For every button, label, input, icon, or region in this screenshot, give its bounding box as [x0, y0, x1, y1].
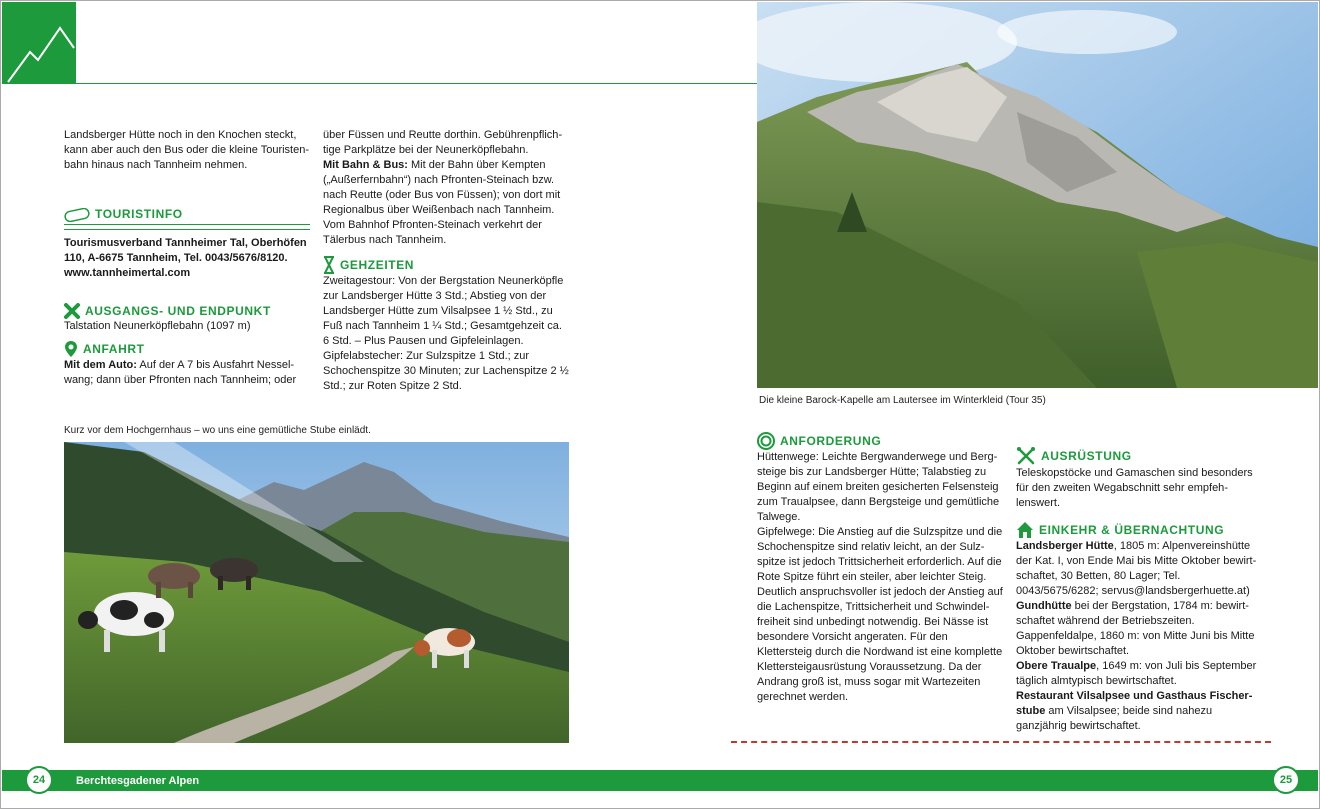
mountain-logo-icon — [2, 2, 76, 84]
right-column-1 — [757, 432, 1003, 705]
einkehr-entry-2-name: Gundhütte — [1016, 600, 1072, 612]
ausruestung-text: Teleskopstöcke und Gamaschen sind besonders für den zweiten Wegabschnitt sehr empfehlenswert. — [1016, 467, 1253, 509]
gehzeiten-text-2: Gipfelabstecher: Zur Sulzspitze 1 Std.; zur Schochenspitze 30 Minuten; zur Lachenspitze 2 ½ Std.; zur Roten Spitze 2 Std. — [323, 350, 569, 392]
einkehr-entry-2 — [1016, 599, 1262, 629]
einkehr-heading-label: EINKEHR & ÜBERNACHTUNG — [1039, 522, 1225, 537]
footer-bar — [2, 770, 1318, 791]
ausgangs-text: Talstation Neunerköpflebahn (1097 m) — [64, 320, 251, 332]
einkehr-heading — [1016, 521, 1262, 539]
house-icon — [1016, 521, 1034, 539]
cows-meadow-photo — [64, 442, 569, 743]
gehzeiten-heading-label: GEHZEITEN — [340, 257, 415, 272]
ausgangs-heading — [64, 303, 310, 319]
einkehr-entry-2-text: bei der Bergstation, 1784 m: bewirtschaftet während der Betriebszeiten. — [1016, 600, 1249, 627]
footer-title: Berchtesgadener Alpen — [76, 775, 200, 787]
einkehr-entry-5-name: Restaurant Vilsalpsee und Gasthaus Fischerstube — [1016, 690, 1253, 717]
anfahrt-heading — [64, 340, 310, 358]
location-pin-icon — [64, 340, 78, 358]
einkehr-entry-4-text: , 1649 m: von Juli bis September täglich almtypisch bewirtschaftet. — [1016, 660, 1257, 687]
anfahrt-text — [64, 358, 310, 388]
dashed-divider — [731, 741, 1271, 743]
touristinfo-rule-top — [64, 224, 310, 225]
touristinfo-website: www.tannheimertal.com — [64, 267, 191, 279]
anfahrt-continued: über Füssen und Reutte dorthin. Gebührenpflichtige Parkplätze bei der Neunerköpflebahn. — [323, 129, 563, 156]
gehzeiten-text-1: Zweitagestour: Von der Bergstation Neunerköpfle zur Landsberger Hütte 3 Std.; Abstieg von der Landsberger Hütte zum Vilsalpsee 1 ½ Std., zu Fuß nach Tannheim 1 ¼ Std.; Gesamtgehzeit ca. 6 Std. – Plus Pausen und Gipfeleinlagen. — [323, 275, 564, 347]
ausruestung-heading-label: AUSRÜSTUNG — [1041, 448, 1132, 463]
bahn-label: Mit Bahn & Bus: — [323, 159, 408, 171]
cross-icon — [64, 303, 80, 319]
mountain-image — [757, 2, 1318, 388]
gehzeiten-heading — [323, 256, 569, 274]
einkehr-entry-4 — [1016, 659, 1262, 689]
anfahrt-body: Auf der A 7 bis Ausfahrt Nesselwang; dann über Pfronten nach Tannheim; oder — [64, 359, 297, 386]
einkehr-entry-5-text: am Vilsalpsee; beide sind nahezu ganzjährig bewirtschaftet. — [1016, 705, 1213, 732]
anfahrt-heading-label: ANFAHRT — [83, 341, 145, 356]
einkehr-entry-1 — [1016, 539, 1262, 599]
right-photo-caption: Die kleine Barock-Kapelle am Lautersee im Winterkleid (Tour 35) — [759, 395, 1046, 406]
bahn-text — [323, 158, 569, 248]
ticket-icon — [64, 208, 90, 222]
left-column-1 — [64, 128, 310, 388]
touristinfo-address: Tourismusverband Tannheimer Tal, Oberhöfen 110, A-6675 Tannheim, Tel. 0043/5676/8120. — [64, 237, 307, 264]
crossed-tools-icon — [1016, 446, 1036, 466]
einkehr-entry-4-name: Obere Traualpe — [1016, 660, 1097, 672]
left-photo-caption: Kurz vor dem Hochgernhaus – wo uns eine gemütliche Stube einlädt. — [64, 425, 371, 436]
intro-text: Landsberger Hütte noch in den Knochen steckt, kann aber auch den Bus oder die kleine Touristenbahn hinaus nach Tannheim nehmen. — [64, 129, 310, 171]
mountain-logo — [2, 2, 76, 84]
anforderung-heading-label: ANFORDERUNG — [780, 433, 882, 448]
left-column-2 — [323, 128, 569, 394]
ausruestung-heading — [1016, 446, 1262, 466]
hourglass-icon — [323, 256, 335, 274]
mountain-photo — [757, 2, 1318, 388]
anforderung-text-2: Gipfelwege: Die Anstieg auf die Sulzspitze und die Schochenspitze sind relativ leicht, an der Sulzspitze ist jedoch Trittsicherheit erforderlich. Auf die Rote Spitze führt ein steiler, aber leichter Steig. Deutlich anspruchsvoller ist jedoch der Anstieg auf die Lachenspitze, Trittsicherheit und Schwindelfreiheit sind unbedingt notwendig. Bei Nässe ist besondere Vorsicht angeraten. Für den Klettersteig durch die Nordwand ist eine komplette Klettersteigausrüstung Voraussetzung. Da der Andrang groß ist, muss sogar mit Wartezeiten gerechnet werden. — [757, 526, 1003, 703]
anfahrt-label: Mit dem Auto: — [64, 359, 137, 371]
bahn-body: Mit der Bahn über Kempten („Außerfernbahn“) nach Pfronten-Steinach bzw. nach Reutte (oder Bus von Füssen); von dort mit Regionalbus über Weißenbach nach Tannheim. Vom Bahnhof Pfronten-Steinach verkehrt der Tälerbus nach Tannheim. — [323, 159, 561, 246]
page-number-left: 24 — [25, 766, 53, 794]
touristinfo-heading — [64, 207, 310, 222]
einkehr-entry-1-name: Landsberger Hütte — [1016, 540, 1114, 552]
touristinfo-heading-label: TOURISTINFO — [95, 207, 183, 221]
anforderung-heading — [757, 432, 1003, 450]
einkehr-entry-5 — [1016, 689, 1262, 734]
ausgangs-heading-label: AUSGANGS- UND ENDPUNKT — [85, 303, 271, 318]
anforderung-text-1: Hüttenwege: Leichte Bergwanderwege und Bergsteige bis zur Landsberger Hütte; Talabstieg zu Beginn auf einem breiten gesicherten Felsensteig zum Traualpsee, dann Bergsteige und gemütliche Talwege. — [757, 451, 1000, 523]
right-column-2 — [1016, 446, 1262, 734]
einkehr-entry-1-text: , 1805 m: Alpenvereinshütte der Kat. I, von Ende Mai bis Mitte Oktober bewirtschaftet, 30 Betten, 80 Lager; Tel. 0043/5675/6282; servus@landsbergerhuette.at) — [1016, 540, 1257, 597]
einkehr-entry-3: Gappenfeldalpe, 1860 m: von Mitte Juni bis Mitte Oktober bewirtschaftet. — [1016, 630, 1255, 657]
page-number-right: 25 — [1272, 766, 1300, 794]
header-rule — [76, 83, 757, 84]
target-icon — [757, 432, 775, 450]
cows-meadow-image — [64, 442, 569, 743]
